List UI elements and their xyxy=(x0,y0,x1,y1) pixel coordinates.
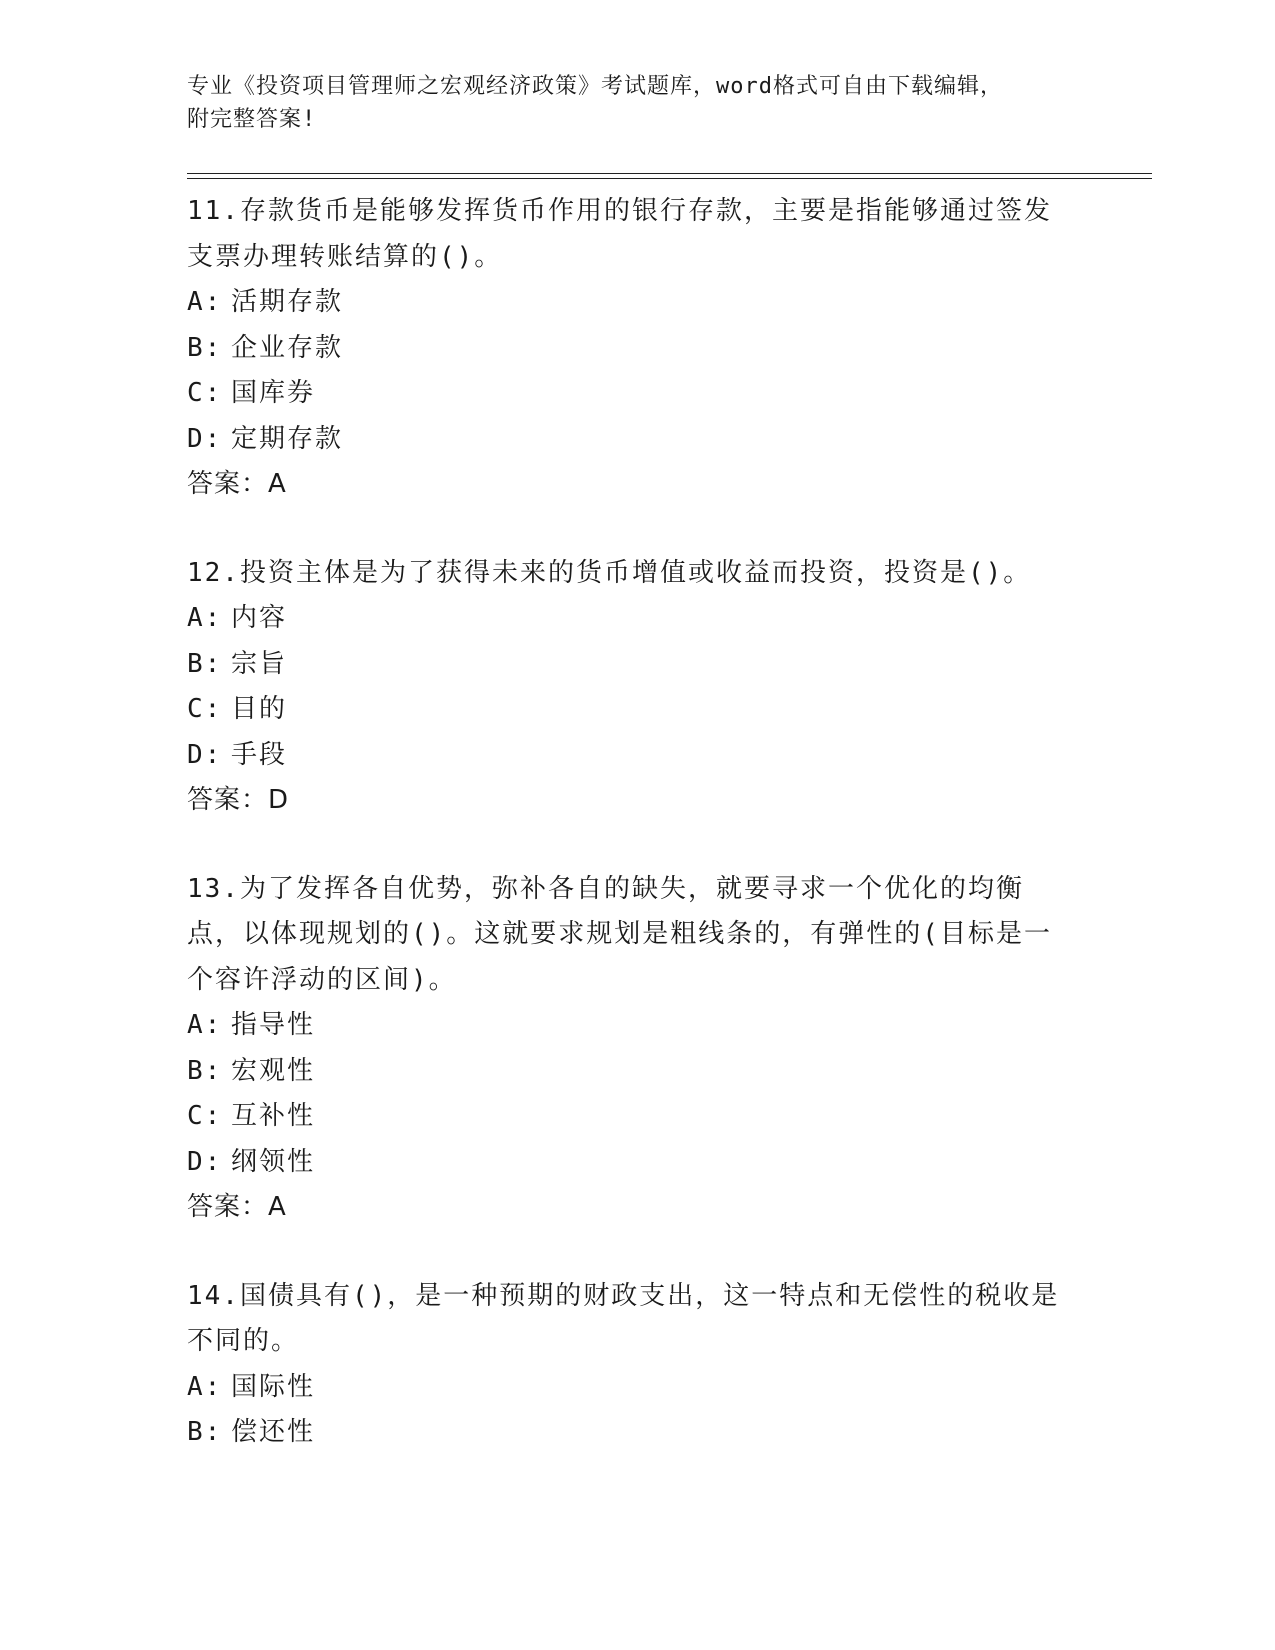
option-a xyxy=(187,280,1152,326)
option-text: 互补性 xyxy=(231,1101,316,1131)
question-11 xyxy=(187,189,1152,508)
option-letter: C: xyxy=(187,1101,223,1131)
option-letter: A: xyxy=(187,1371,223,1402)
option-a xyxy=(187,1365,1152,1411)
option-text: 企业存款 xyxy=(231,332,344,363)
option-d xyxy=(187,417,1152,463)
option-text: 宏观性 xyxy=(231,1055,316,1086)
option-letter: B: xyxy=(187,648,223,679)
answer: 答案：A xyxy=(187,1192,287,1222)
option-letter: D: xyxy=(187,1146,223,1177)
option-letter: A: xyxy=(187,603,223,633)
question-list xyxy=(187,189,1152,1456)
option-letter: C: xyxy=(187,378,223,408)
document-page xyxy=(187,70,1152,1456)
option-b xyxy=(187,1049,1152,1095)
answer: 答案：A xyxy=(187,469,287,499)
option-b xyxy=(187,642,1152,688)
option-letter: B: xyxy=(187,1417,223,1447)
option-d xyxy=(187,1140,1152,1186)
question-text: 12.投资主体是为了获得未来的货币增值或收益而投资，投资是()。 xyxy=(187,557,1032,588)
option-text: 目的 xyxy=(231,694,288,724)
question-text: 13.为了发挥各自优势，弥补各自的缺失，就要寻求一个优化的均衡点，以体现规划的()。这就要求规划是粗线条的，有弹性的(目标是一个容许浮动的区间)。 xyxy=(187,873,1052,995)
option-letter: A: xyxy=(187,1010,223,1040)
option-text: 国库券 xyxy=(231,378,316,408)
header-line-2: 附完整答案! xyxy=(187,107,317,132)
option-b xyxy=(187,326,1152,372)
document-header xyxy=(187,70,1152,136)
header-divider xyxy=(187,173,1152,179)
option-b xyxy=(187,1410,1152,1456)
option-c xyxy=(187,687,1152,733)
header-line-1: 专业《投资项目管理师之宏观经济政策》考试题库，word格式可自由下载编辑， xyxy=(187,74,1003,99)
option-text: 指导性 xyxy=(231,1010,316,1040)
option-d xyxy=(187,733,1152,779)
option-text: 内容 xyxy=(231,603,288,633)
option-text: 手段 xyxy=(231,739,288,770)
option-c xyxy=(187,371,1152,417)
option-letter: C: xyxy=(187,694,223,724)
option-a xyxy=(187,1003,1152,1049)
option-a xyxy=(187,596,1152,642)
question-12 xyxy=(187,551,1152,824)
option-text: 偿还性 xyxy=(231,1417,316,1447)
answer: 答案：D xyxy=(187,785,290,815)
option-c xyxy=(187,1094,1152,1140)
option-text: 活期存款 xyxy=(231,287,344,317)
option-text: 宗旨 xyxy=(231,648,288,679)
question-text: 14.国债具有()，是一种预期的财政支出，这一特点和无偿性的税收是不同的。 xyxy=(187,1280,1060,1356)
option-letter: B: xyxy=(187,332,223,363)
option-letter: A: xyxy=(187,287,223,317)
option-letter: D: xyxy=(187,423,223,454)
question-14 xyxy=(187,1274,1152,1456)
option-text: 纲领性 xyxy=(231,1146,316,1177)
option-letter: D: xyxy=(187,739,223,770)
option-text: 定期存款 xyxy=(231,423,344,454)
option-letter: B: xyxy=(187,1055,223,1086)
question-text: 11.存款货币是能够发挥货币作用的银行存款，主要是指能够通过签发支票办理转账结算的()。 xyxy=(187,196,1052,272)
option-text: 国际性 xyxy=(231,1371,316,1402)
question-13 xyxy=(187,867,1152,1231)
